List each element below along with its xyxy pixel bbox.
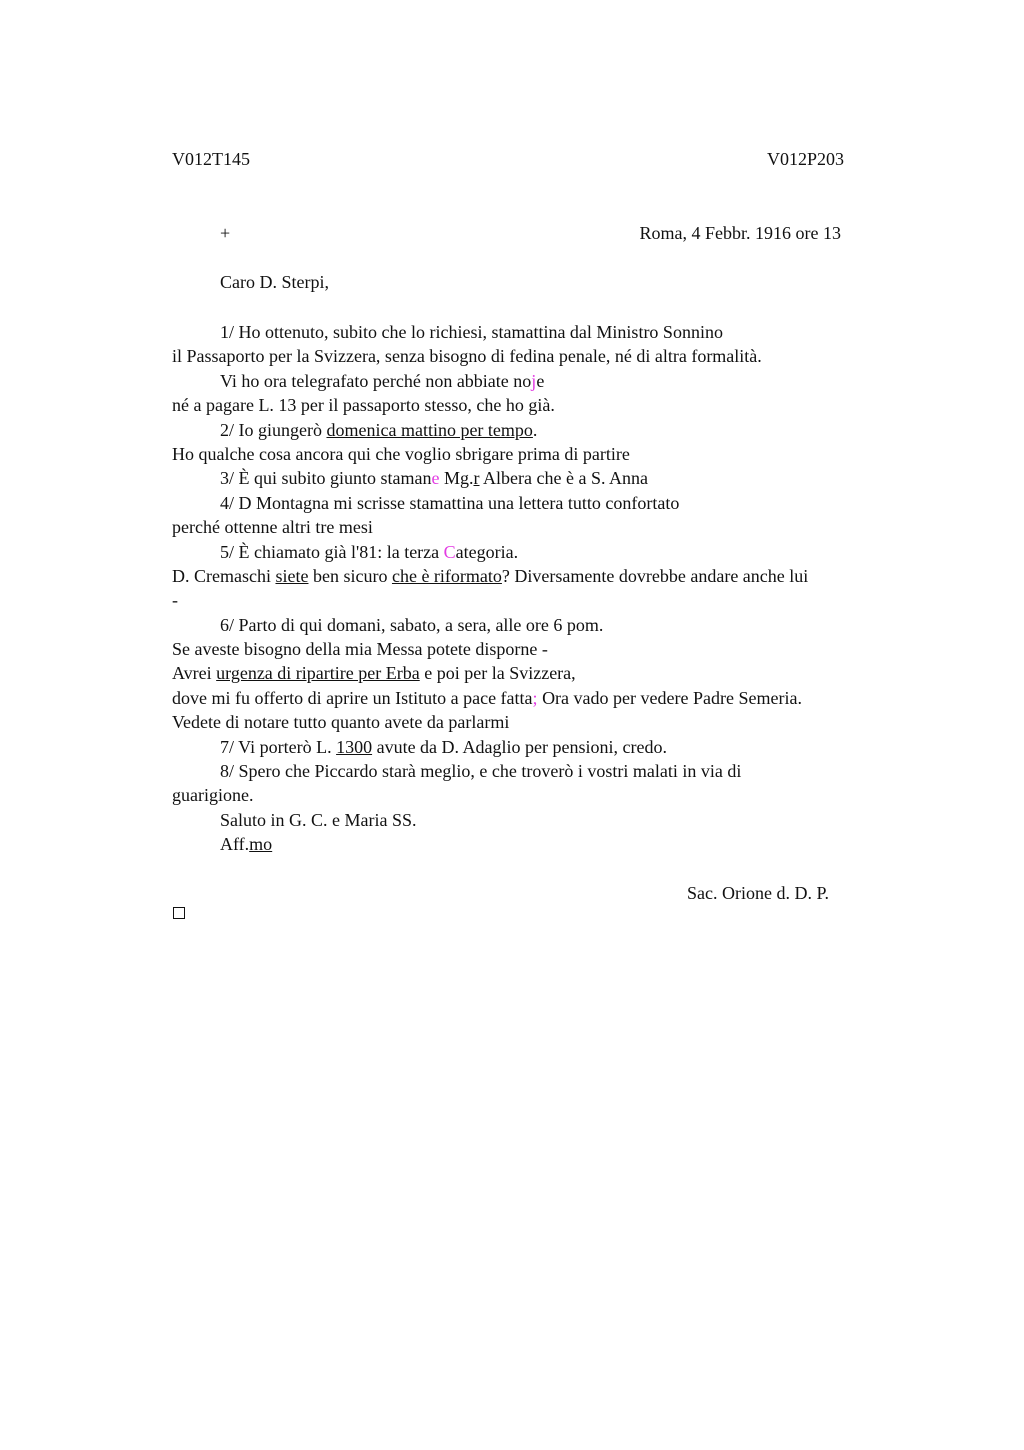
body-line: 6/ Parto di qui domani, sabato, a sera, alle ore 6 pom. xyxy=(220,614,604,635)
text-span: e poi per la Svizzera, xyxy=(419,663,576,684)
body-line: 8/ Spero che Piccardo starà meglio, e che troverò i vostri malati in via di xyxy=(220,761,742,782)
text-span: ategoria. xyxy=(455,541,519,562)
body-line: il Passaporto per la Svizzera, senza bisogno di fedina penale, né di altra formalità. xyxy=(172,346,762,367)
cross-symbol: + xyxy=(220,223,231,243)
highlighted-letter: e xyxy=(431,468,440,489)
underlined-text: 1300 xyxy=(336,736,373,757)
text-span: ben sicuro xyxy=(308,565,392,586)
text-span: 5/ È chiamato già l'81: la terza xyxy=(220,541,444,562)
underlined-text: urgenza di ripartire per Erba xyxy=(216,663,420,684)
body-line: 1/ Ho ottenuto, subito che lo richiesi, stamattina dal Ministro Sonnino xyxy=(220,322,723,342)
signature: Sac. Orione d. D. P. xyxy=(687,883,829,903)
body-line: perché ottenne altri tre mesi xyxy=(172,517,373,538)
letter-body xyxy=(172,320,912,857)
body-line: né a pagare L. 13 per il passaporto stesso, che ho già. xyxy=(172,395,555,416)
closing-affectionate xyxy=(172,832,912,856)
dateline: Roma, 4 Febbr. 1916 ore 13 xyxy=(639,223,841,243)
body-line xyxy=(172,686,912,710)
end-of-document-box-icon xyxy=(173,907,185,919)
underlined-text: che è riformato xyxy=(391,565,502,586)
text-span: avute da D. Adaglio per pensioni, credo. xyxy=(372,736,667,757)
body-line xyxy=(172,369,912,393)
body-line: Se aveste bisogno della mia Messa potete disporne - xyxy=(172,639,548,660)
body-line xyxy=(172,661,912,685)
text-span: Avrei xyxy=(172,663,217,684)
body-line: - xyxy=(172,590,178,611)
text-span: Mg. xyxy=(439,468,474,489)
text-span: 7/ Vi porterò L. xyxy=(220,736,337,757)
text-span: e xyxy=(536,370,545,391)
body-line: Ho qualche cosa ancora qui che voglio sbrigare prima di partire xyxy=(172,443,630,464)
highlighted-letter: j xyxy=(531,370,537,391)
highlighted-letter: C xyxy=(443,541,456,562)
text-span: dove mi fu offerto di aprire un Istituto a pace fatta xyxy=(172,687,533,708)
underlined-text: r xyxy=(473,468,480,489)
body-line: 4/ D Montagna mi scrisse stamattina una lettera tutto confortato xyxy=(220,492,680,513)
document-code-left: V012T145 xyxy=(172,149,250,169)
text-span: Albera che è a S. Anna xyxy=(479,468,648,489)
text-span: Aff. xyxy=(220,834,250,855)
body-line xyxy=(172,418,912,442)
body-line: Vedete di notare tutto quanto avete da parlarmi xyxy=(172,712,510,733)
document-code-right: V012P203 xyxy=(766,149,844,169)
text-span: . xyxy=(532,419,538,440)
text-span: Vi ho ora telegrafato perché non abbiate no xyxy=(220,370,532,391)
body-line xyxy=(172,466,912,490)
body-line: guarigione. xyxy=(172,785,254,806)
text-span: Ora vado per vedere Padre Semeria. xyxy=(537,687,802,708)
underlined-text: domenica mattino per tempo xyxy=(326,419,533,440)
underlined-text: siete xyxy=(275,565,309,586)
closing-greeting: Saluto in G. C. e Maria SS. xyxy=(220,809,417,830)
salutation: Caro D. Sterpi, xyxy=(220,272,329,292)
underlined-text: mo xyxy=(249,834,273,855)
text-span: D. Cremaschi xyxy=(172,565,276,586)
text-span: ? Diversamente dovrebbe andare anche lui xyxy=(501,565,809,586)
text-span: 2/ Io giungerò xyxy=(220,419,327,440)
text-span: 3/ È qui subito giunto staman xyxy=(220,468,432,489)
body-line xyxy=(172,735,912,759)
highlighted-punctuation: ; xyxy=(532,687,538,708)
body-line xyxy=(172,564,912,588)
body-line xyxy=(172,540,912,564)
